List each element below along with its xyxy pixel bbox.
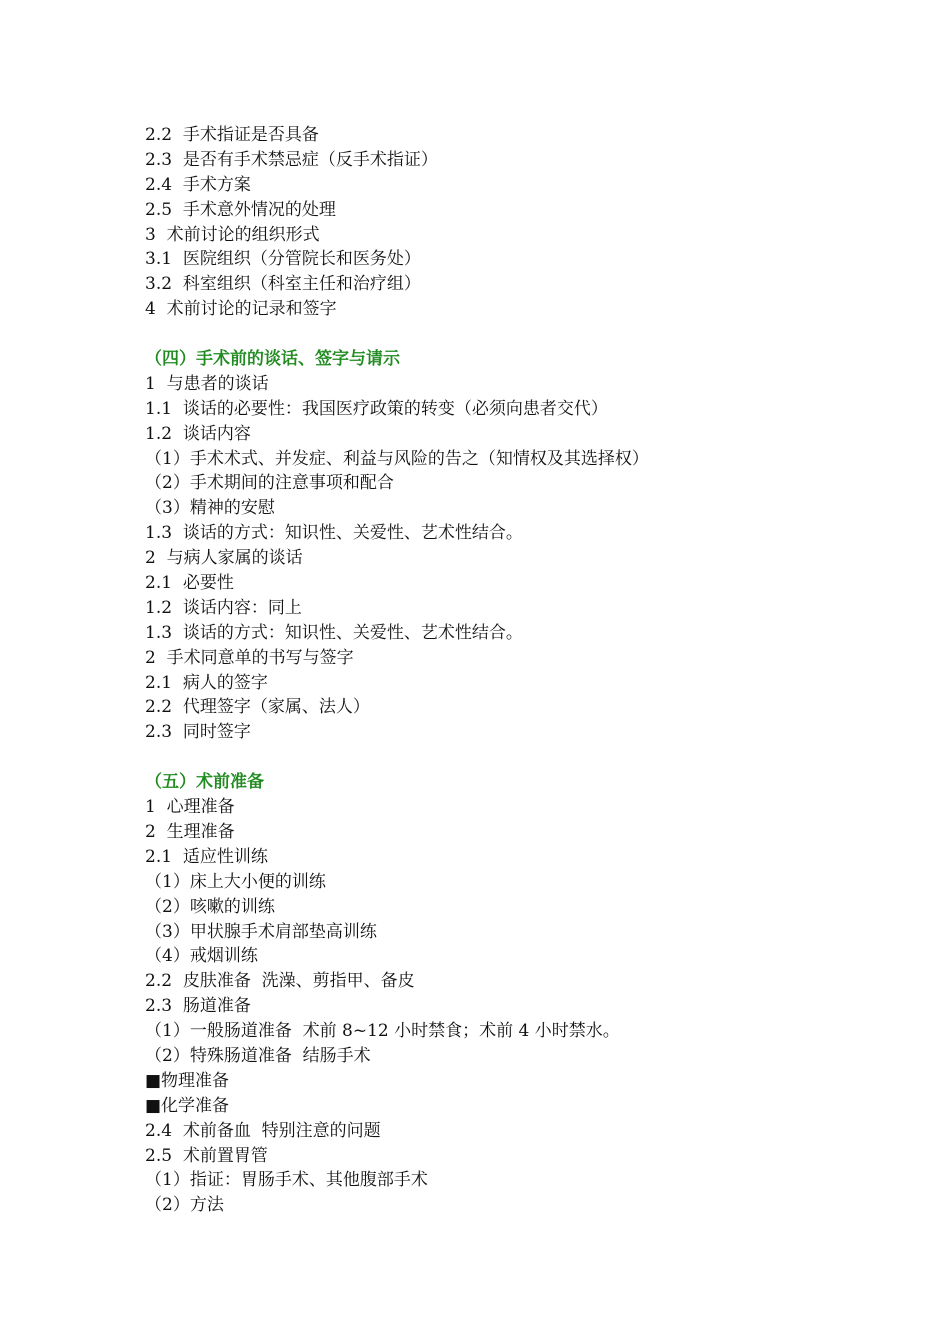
text-line: （2）咳嗽的训练 (145, 896, 275, 917)
text-line: （3）甲状腺手术肩部垫高训练 (145, 921, 377, 942)
text-line: ■物理准备 (145, 1070, 230, 1091)
blank-line (145, 745, 865, 770)
text-line: 1 与患者的谈话 (145, 373, 269, 394)
text-line: 2.2 代理签字（家属、法人） (145, 697, 370, 718)
blank-line (145, 322, 865, 347)
text-line: 4 术前讨论的记录和签字 (145, 299, 337, 320)
text-line: 2.1 适应性训练 (145, 846, 268, 867)
text-line: 2 生理准备 (145, 821, 235, 842)
block-preop-discussion (145, 123, 865, 322)
text-line: （1）一般肠道准备 术前 8~12 小时禁食；术前 4 小时禁水。 (145, 1021, 620, 1042)
text-line: 2.2 皮肤准备 洗澡、剪指甲、备皮 (145, 971, 415, 992)
text-line: 2.2 手术指证是否具备 (145, 125, 319, 145)
text-line: （1）床上大小便的训练 (145, 871, 326, 892)
text-line: （1）指证：胃肠手术、其他腹部手术 (145, 1170, 428, 1191)
text-line: 3.1 医院组织（分管院长和医务处） (145, 249, 421, 270)
text-line: 1 心理准备 (145, 797, 235, 818)
section-heading: （五）术前准备 (145, 772, 264, 793)
text-line: （1）手术术式、并发症、利益与风险的告之（知情权及其选择权） (145, 448, 649, 469)
text-line: 2.5 术前置胃管 (145, 1145, 268, 1166)
text-line: 1.2 谈话内容 (145, 423, 251, 444)
text-line: 2 与病人家属的谈话 (145, 548, 303, 569)
text-line: 2.3 同时签字 (145, 722, 251, 743)
text-line: 1.1 谈话的必要性：我国医疗政策的转变（必须向患者交代） (145, 398, 608, 419)
text-line: （2）特殊肠道准备 结肠手术 (145, 1045, 371, 1066)
text-line: 2.1 必要性 (145, 573, 234, 594)
text-line: （3）精神的安慰 (145, 498, 275, 519)
text-line: ■化学准备 (145, 1095, 230, 1116)
text-line: 2.3 是否有手术禁忌症（反手术指证） (145, 149, 438, 170)
text-line: 3.2 科室组织（科室主任和治疗组） (145, 274, 421, 295)
text-line: 1.3 谈话的方式：知识性、关爱性、艺术性结合。 (145, 622, 523, 643)
text-line: （2）方法 (145, 1195, 224, 1216)
document-body (145, 123, 865, 1218)
text-line: 1.2 谈话内容：同上 (145, 597, 302, 618)
text-line: 2.3 肠道准备 (145, 996, 251, 1017)
text-line: 3 术前讨论的组织形式 (145, 224, 320, 245)
text-line: 2.5 手术意外情况的处理 (145, 199, 336, 220)
section-five (145, 770, 865, 1218)
text-line: 2 手术同意单的书写与签字 (145, 647, 354, 668)
section-four (145, 347, 865, 745)
section-heading: （四）手术前的谈话、签字与请示 (145, 349, 400, 370)
text-line: 1.3 谈话的方式：知识性、关爱性、艺术性结合。 (145, 523, 523, 544)
text-line: （4）戒烟训练 (145, 946, 258, 967)
text-line: 2.4 术前备血 特别注意的问题 (145, 1120, 381, 1141)
text-line: 2.4 手术方案 (145, 174, 251, 195)
text-line: 2.1 病人的签字 (145, 672, 268, 693)
text-line: （2）手术期间的注意事项和配合 (145, 473, 394, 494)
